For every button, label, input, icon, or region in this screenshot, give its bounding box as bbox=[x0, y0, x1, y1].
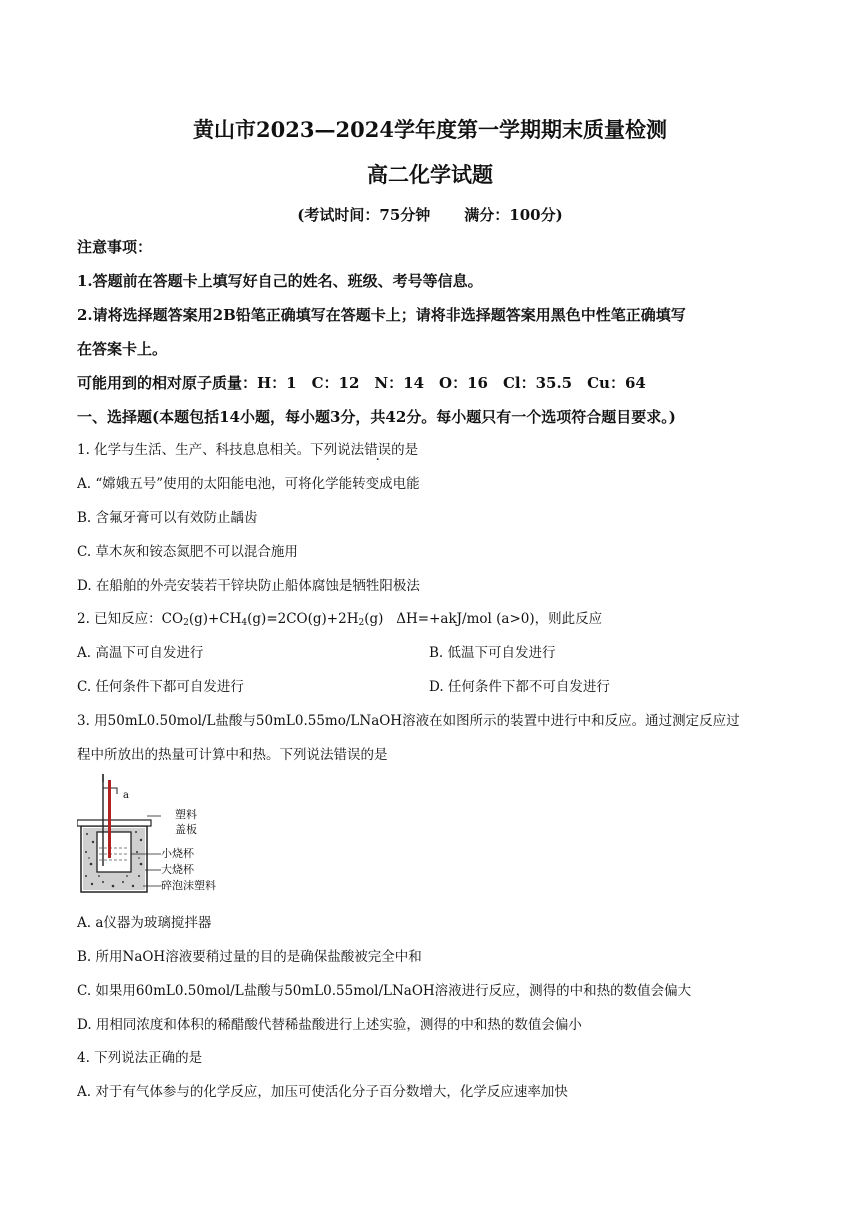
emphasis-text: 错误 bbox=[364, 442, 392, 458]
label-cover-1: 塑料 bbox=[175, 808, 197, 821]
question-1-stem: 1. 化学与生活、生产、科技息息相关。下列说法错误的是 bbox=[77, 442, 419, 458]
question-1-option-b: B. 含氟牙膏可以有效防止龋齿 bbox=[77, 510, 258, 526]
full-score: 满分：100分) bbox=[464, 206, 563, 224]
exam-subject-title: 高二化学试题 bbox=[367, 162, 493, 187]
exam-info bbox=[0, 204, 860, 225]
note-item-2: 2.请将选择题答案用2B铅笔正确填写在答题卡上；请将非选择题答案用黑色中性笔正确填写 bbox=[77, 306, 686, 324]
label-a: a bbox=[123, 790, 129, 801]
note-item-2-cont: 在答案卡上。 bbox=[77, 340, 168, 358]
question-2-option-a: A. 高温下可自发进行 bbox=[77, 645, 204, 661]
note-item-1: 1.答题前在答题卡上填写好自己的姓名、班级、考号等信息。 bbox=[77, 272, 483, 290]
question-1-option-a: A. “嫦娥五号”使用的太阳能电池，可将化学能转变成电能 bbox=[77, 476, 420, 492]
question-2-stem: 2. 已知反应：$CO_2(g)+CH_4(g)=2CO(g)+2H_2(g)$ ΔH=+akJ/mol (a>0)，则此反应 bbox=[77, 611, 603, 628]
question-4-option-a: A. 对于有气体参与的化学反应，加压可使活化分子百分数增大，化学反应速率加快 bbox=[77, 1084, 568, 1100]
label-foam: 碎泡沫塑料 bbox=[161, 879, 216, 892]
label-small-beaker: 小烧杯 bbox=[161, 847, 194, 860]
question-3-option-b: B. 所用NaOH溶液要稍过量的目的是确保盐酸被完全中和 bbox=[77, 949, 422, 965]
question-3-stem: 3. 用50mL0.50mol/L盐酸与50mL0.55mo/LNaOH溶液在如图所示的装置中进行中和反应。通过测定反应过 bbox=[77, 713, 740, 729]
question-2-option-c: C. 任何条件下都可自发进行 bbox=[77, 679, 244, 695]
label-big-beaker: 大烧杯 bbox=[161, 863, 194, 876]
label-cover-2: 盖板 bbox=[175, 823, 197, 836]
question-1-option-d: D. 在船舶的外壳安装若干锌块防止船体腐蚀是牺牲阳极法 bbox=[77, 578, 420, 594]
question-3-option-a: A. a仪器为玻璃搅拌器 bbox=[77, 915, 212, 931]
question-3-stem-cont: 程中所放出的热量可计算中和热。下列说法错误的是 bbox=[77, 747, 388, 763]
exam-time: (考试时间：75分钟 bbox=[297, 206, 431, 224]
question-2-option-b: B. 低温下可自发进行 bbox=[429, 645, 556, 661]
question-2-option-d: D. 任何条件下都不可自发进行 bbox=[429, 679, 610, 695]
question-3-option-d: D. 用相同浓度和体积的稀醋酸代替稀盐酸进行上述实验，测得的中和热的数值会偏小 bbox=[77, 1017, 582, 1033]
exam-title: 黄山市2023—2024学年度第一学期期末质量检测 bbox=[193, 117, 667, 142]
question-3-option-c: C. 如果用60mL0.50mol/L盐酸与50mL0.55mol/LNaOH溶液进行反应，测得的中和热的数值会偏大 bbox=[77, 983, 692, 999]
calorimeter-diagram bbox=[77, 772, 227, 897]
reaction-equation: $CO_2(g)+CH_4(g)=2CO(g)+2H_2(g)$ bbox=[161, 611, 384, 628]
section-1-heading: 一、选择题(本题包括14小题，每小题3分，共42分。每小题只有一个选项符合题目要求。) bbox=[77, 408, 676, 426]
question-1-option-c: C. 草木灰和铵态氮肥不可以混合施用 bbox=[77, 544, 298, 560]
atomic-mass-line: 可能用到的相对原子质量：H：1 C：12 N：14 O：16 Cl：35.5 Cu：64 bbox=[77, 374, 646, 392]
notes-heading: 注意事项： bbox=[77, 238, 153, 256]
question-4-stem: 4. 下列说法正确的是 bbox=[77, 1050, 203, 1066]
